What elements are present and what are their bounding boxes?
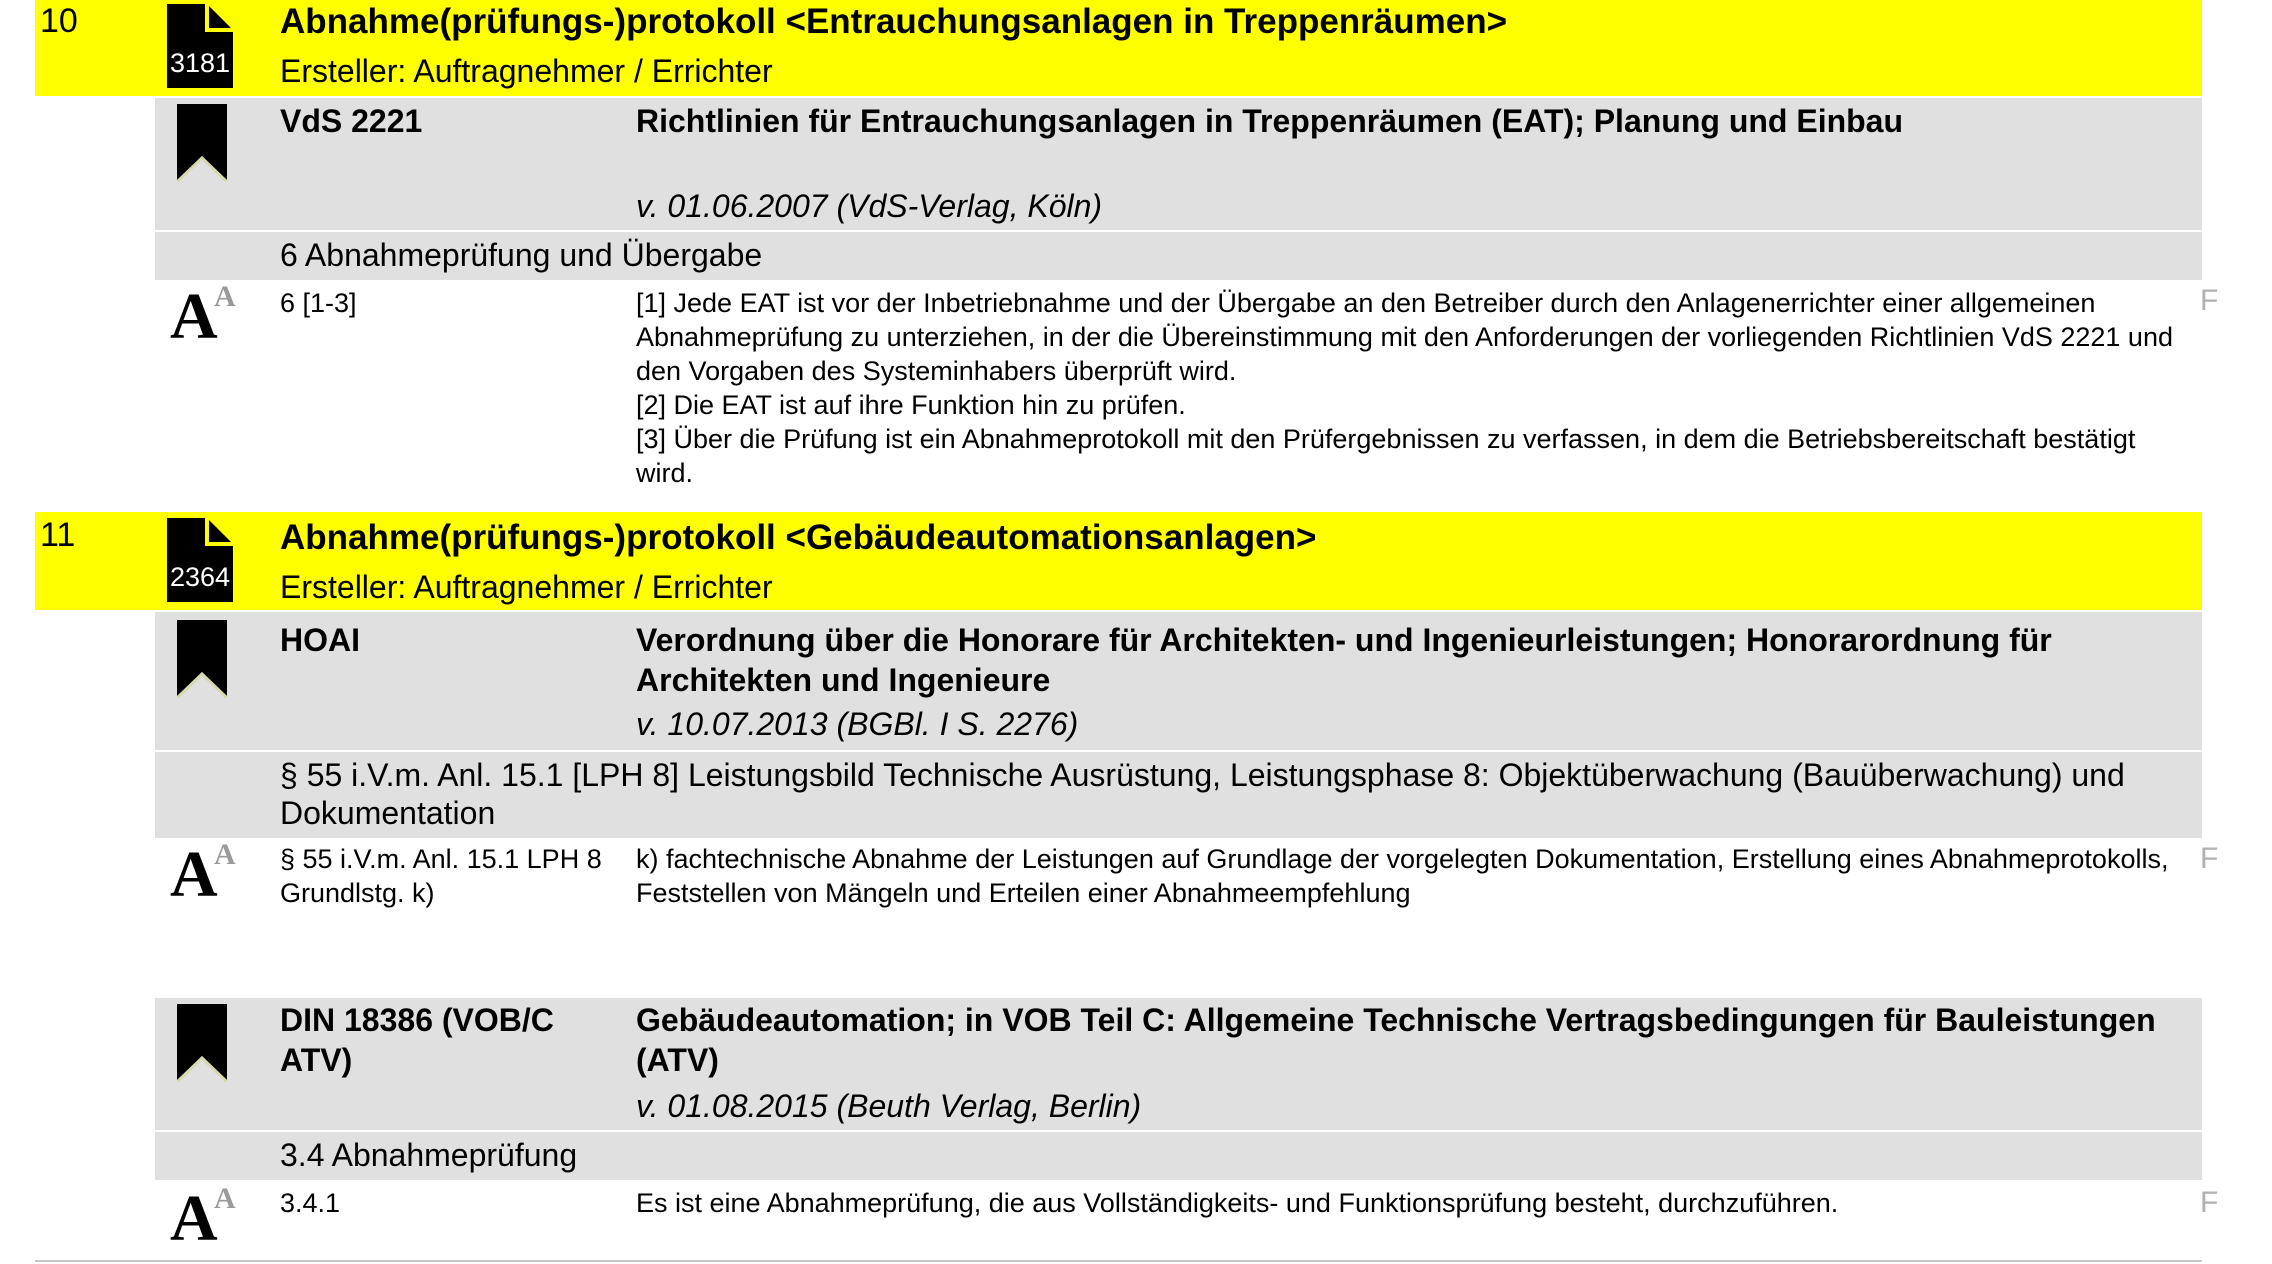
entry-title: Abnahme(prüfungs-)protokoll <Entrauchungsanlagen in Treppenräumen> [280,2,1508,41]
entry-title: Abnahme(prüfungs-)protokoll <Gebäudeautomationsanlagen> [280,518,1317,557]
entry-creator: Ersteller: Auftragnehmer / Errichter [280,569,773,605]
bookmark-icon[interactable] [177,620,227,698]
flag-marker[interactable]: F [2200,1186,2219,1219]
entry-creator: Ersteller: Auftragnehmer / Errichter [280,53,773,89]
file-id: 3181 [169,48,231,78]
entry-number: 10 [40,2,78,40]
font-size-icon[interactable]: A A [170,280,236,353]
entry-number: 11 [40,516,76,554]
standard-title: Richtlinien für Entrauchungsanlagen in Treppenräumen (EAT); Planung und Einbau [636,103,1904,139]
standard-code: HOAI [280,622,360,658]
clause-text: [1] Jede EAT ist vor der Inbetriebnahme und der Übergabe an den Betreiber durch den Anlagenerrichter einer allgemeinen Abnahmeprüfung zu unterziehen, in der die Übereinstimmung mit den Anforderungen der vorliegenden Richtlinien VdS 2221 und den Vorgaben des Systeminhabers überprüft wird. [2] Die EAT ist auf ihre Funktion hin zu prüfen. [3] Über die Prüfung ist ein Abnahmeprotokoll mit den Prüfergebnissen zu verfassen, in dem die Betriebsbereitschaft bestätigt wird. [636,288,2173,488]
flag-marker[interactable]: F [2200,842,2219,875]
flag-marker[interactable]: F [2200,284,2219,317]
clause-reference: § 55 i.V.m. Anl. 15.1 LPH 8 Grundlstg. k) [280,844,602,908]
clause-reference: 6 [1-3] [280,288,357,318]
divider [35,1260,2202,1262]
font-size-icon[interactable]: A A [170,838,236,911]
standard-date: v. 10.07.2013 (BGBl. I S. 2276) [636,706,1079,742]
standard-section: 3.4 Abnahmeprüfung [280,1137,578,1173]
standard-section: § 55 i.V.m. Anl. 15.1 [LPH 8] Leistungsbild Technische Ausrüstung, Leistungsphase 8: Objektüberwachung (Bauüberwachung) und Dokumentation [280,757,2125,831]
standard-title: Gebäudeautomation; in VOB Teil C: Allgemeine Technische Vertragsbedingungen für Bauleistungen (ATV) [636,1002,2156,1078]
clause-text: Es ist eine Abnahmeprüfung, die aus Vollständigkeits- und Funktionsprüfung besteht, durchzuführen. [636,1188,1839,1218]
standard-code: VdS 2221 [280,103,423,139]
standard-section: 6 Abnahmeprüfung und Übergabe [280,237,763,273]
file-icon[interactable] [167,4,233,88]
clause-reference: 3.4.1 [280,1188,341,1218]
standard-title: Verordnung über die Honorare für Architekten- und Ingenieurleistungen; Honorarordnung für Architekten und Ingenieure [636,622,2052,698]
bookmark-icon[interactable] [177,104,227,182]
bookmark-icon[interactable] [177,1004,227,1082]
standard-date: v. 01.06.2007 (VdS-Verlag, Köln) [636,188,1103,224]
font-size-icon[interactable]: A A [170,1182,236,1255]
file-icon[interactable] [167,518,233,602]
file-id: 2364 [169,562,231,592]
standard-date: v. 01.08.2015 (Beuth Verlag, Berlin) [636,1088,1142,1124]
clause-text: k) fachtechnische Abnahme der Leistungen auf Grundlage der vorgelegten Dokumentation, Erstellung eines Abnahmeprotokolls, Feststellen von Mängeln und Erteilen einer Abnahmeempfehlung [636,844,2169,908]
standard-code: DIN 18386 (VOB/C ATV) [280,1002,554,1078]
